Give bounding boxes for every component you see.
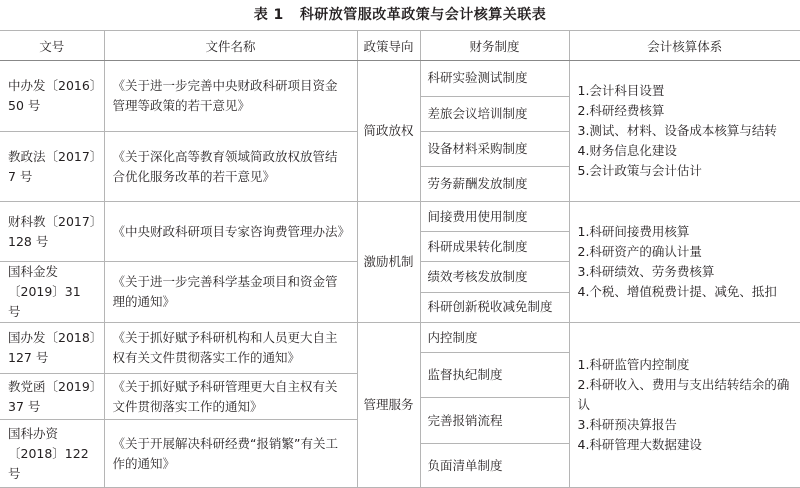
doc-number: 国科金发〔2019〕31 号 (0, 262, 104, 323)
accounting-item: 3.科研绩效、劳务费核算 (577, 264, 715, 279)
accounting-item: 2.科研经费核算 (577, 103, 665, 118)
doc-name: 《关于开展解决科研经费“报销繁”有关工作的通知》 (104, 420, 357, 488)
finance-cell: 设备材料采购制度 (420, 132, 569, 167)
policy-accounting-table (0, 30, 800, 488)
policy-cell: 简政放权 (357, 61, 420, 202)
accounting-item: 4.科研管理大数据建设 (577, 437, 702, 452)
table-row (0, 323, 800, 353)
table-number: 表 1 (253, 7, 284, 23)
finance-cell: 差旅会议培训制度 (420, 96, 569, 132)
accounting-cell (569, 61, 800, 202)
finance-cell: 内控制度 (420, 323, 569, 353)
doc-name: 《中央财政科研项目专家咨询费管理办法》 (104, 202, 357, 262)
doc-name: 《关于抓好赋予科研机构和人员更大自主权有关文件贯彻落实工作的通知》 (104, 323, 357, 374)
finance-cell: 间接费用使用制度 (420, 202, 569, 232)
accounting-item: 2.科研资产的确认计量 (577, 244, 702, 259)
doc-name: 《关于进一步完善中央财政科研项目资金管理等政策的若干意见》 (104, 61, 357, 132)
accounting-cell (569, 323, 800, 488)
finance-cell: 劳务薪酬发放制度 (420, 167, 569, 202)
accounting-item: 1.科研监管内控制度 (577, 357, 690, 372)
accounting-item: 2.科研收入、费用与支出结转结余的确认 (577, 377, 790, 412)
accounting-item: 4.个税、增值税费计提、减免、抵扣 (577, 284, 777, 299)
table-header-row (0, 31, 800, 61)
table-caption (0, 0, 800, 30)
header-finance: 财务制度 (420, 31, 569, 61)
accounting-item: 3.测试、材料、设备成本核算与结转 (577, 123, 777, 138)
finance-cell: 绩效考核发放制度 (420, 262, 569, 293)
finance-cell: 科研创新税收减免制度 (420, 292, 569, 323)
finance-cell: 科研成果转化制度 (420, 232, 569, 262)
doc-number: 教党函〔2019〕37 号 (0, 374, 104, 420)
finance-cell: 监督执纪制度 (420, 353, 569, 398)
doc-number: 国办发〔2018〕127 号 (0, 323, 104, 374)
finance-cell: 完善报销流程 (420, 398, 569, 444)
accounting-item: 1.会计科目设置 (577, 83, 665, 98)
accounting-item: 3.科研预决算报告 (577, 417, 677, 432)
finance-cell: 科研实验测试制度 (420, 61, 569, 97)
header-doc-name: 文件名称 (104, 31, 357, 61)
accounting-cell (569, 202, 800, 323)
policy-cell: 激励机制 (357, 202, 420, 323)
doc-number: 财科教〔2017〕128 号 (0, 202, 104, 262)
table-title: 科研放管服改革政策与会计核算关联表 (299, 7, 547, 23)
policy-cell: 管理服务 (357, 323, 420, 488)
header-doc-no: 文号 (0, 31, 104, 61)
accounting-item: 5.会计政策与会计估计 (577, 163, 702, 178)
header-accounting: 会计核算体系 (569, 31, 800, 61)
accounting-item: 1.科研间接费用核算 (577, 224, 690, 239)
doc-number: 中办发〔2016〕50 号 (0, 61, 104, 132)
doc-number: 教政法〔2017〕7 号 (0, 132, 104, 202)
table-row (0, 61, 800, 97)
doc-name: 《关于抓好赋予科研管理更大自主权有关文件贯彻落实工作的通知》 (104, 374, 357, 420)
table-row (0, 202, 800, 232)
doc-name: 《关于进一步完善科学基金项目和资金管理的通知》 (104, 262, 357, 323)
header-policy: 政策导向 (357, 31, 420, 61)
doc-number: 国科办资〔2018〕122 号 (0, 420, 104, 488)
finance-cell: 负面清单制度 (420, 444, 569, 488)
doc-name: 《关于深化高等教育领域简政放权放管结合优化服务改革的若干意见》 (104, 132, 357, 202)
accounting-item: 4.财务信息化建设 (577, 143, 677, 158)
